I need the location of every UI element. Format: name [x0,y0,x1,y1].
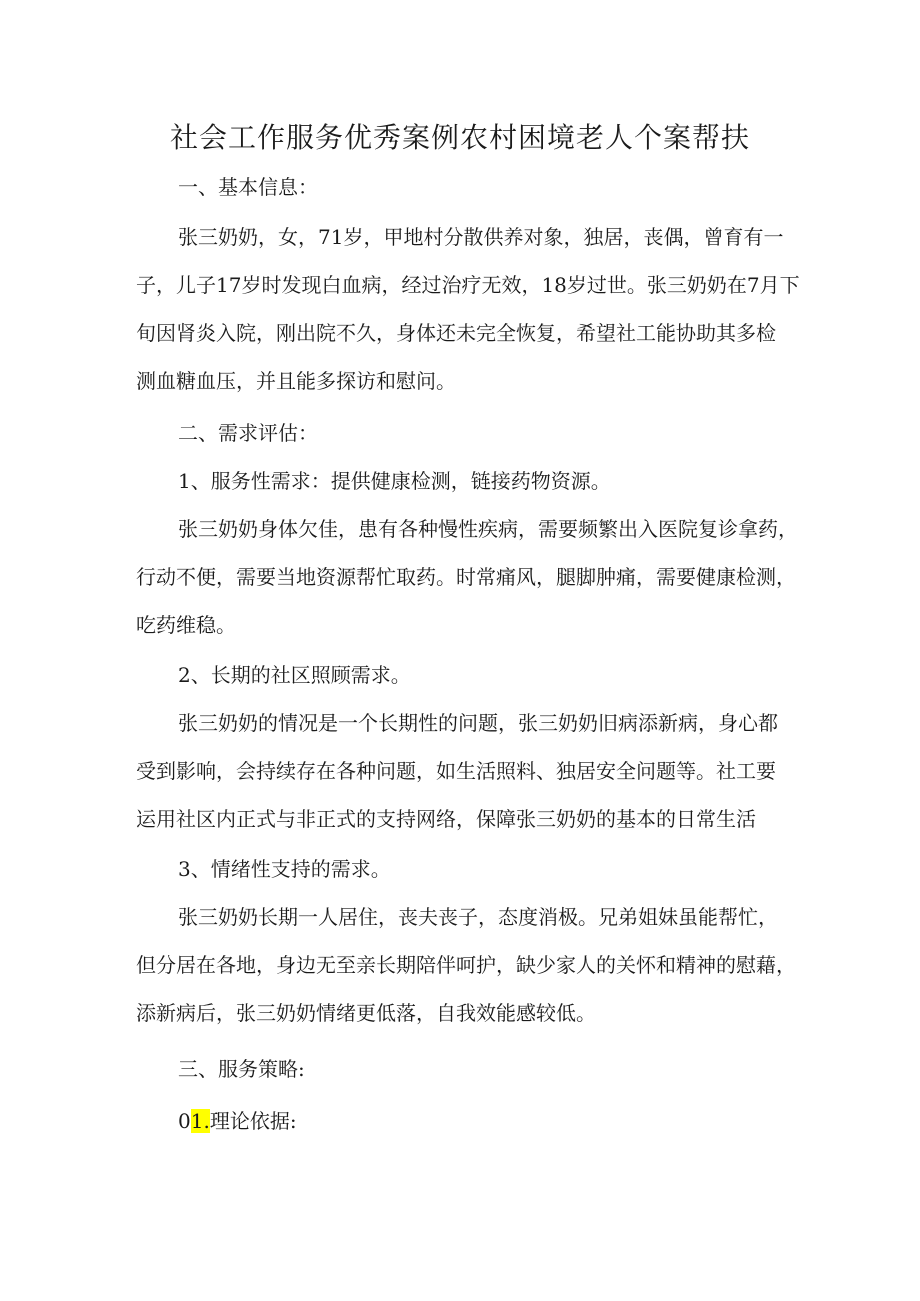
theory-prefix: 0 [178,1109,191,1133]
need1-line-1: 张三奶奶身体欠佳，患有各种慢性疾病，需要频繁出入医院复诊拿药， [178,517,798,541]
need3-line-3: 添新病后，张三奶奶情绪更低落，自我效能感较低。 [136,1001,596,1025]
need2-line-2: 受到影响，会持续存在各种问题，如生活照料、独居安全问题等。社工要 [136,759,776,783]
basic-info-heading: 一、基本信息： [178,175,318,199]
need3-heading: 3、情绪性支持的需求。 [178,857,391,881]
need2-heading: 2、长期的社区照顾需求。 [178,663,411,687]
needs-heading: 二、需求评估： [178,421,318,445]
need1-line-3: 吃药维稳。 [136,613,236,637]
need2-line-1: 张三奶奶的情况是一个长期性的问题，张三奶奶旧病添新病，身心都 [178,711,778,735]
need3-line-1: 张三奶奶长期一人居住，丧夫丧子，态度消极。兄弟姐妹虽能帮忙， [178,905,778,929]
basic-info-line-2: 子，儿子17岁时发现白血病，经过治疗无效，18岁过世。张三奶奶在7月下 [136,273,800,297]
need2-line-3: 运用社区内正式与非正式的支持网络，保障张三奶奶的基本的日常生活 [136,807,756,831]
basic-info-line-4: 测血糖血压，并且能多探访和慰问。 [136,369,456,393]
need1-line-2: 行动不便，需要当地资源帮忙取药。时常痛风，腿脚肿痛，需要健康检测， [136,565,796,589]
need1-heading: 1、服务性需求：提供健康检测，链接药物资源。 [178,469,611,493]
basic-info-line-3: 旬因肾炎入院，刚出院不久，身体还未完全恢复，希望社工能协助其多检 [136,321,776,345]
need3-line-2: 但分居在各地，身边无至亲长期陪伴呵护，缺少家人的关怀和精神的慰藉， [136,953,796,977]
theory-label: 理论依据: [209,1109,297,1133]
document-title: 社会工作服务优秀案例农村困境老人个案帮扶 [169,121,750,154]
basic-info-line-1: 张三奶奶，女，71岁，甲地村分散供养对象，独居，丧偶，曾育有一 [178,225,784,249]
theory-number-highlight: 1. [190,1109,210,1133]
strategy-heading: 三、服务策略: [178,1057,305,1081]
theory-heading [178,1106,838,1136]
